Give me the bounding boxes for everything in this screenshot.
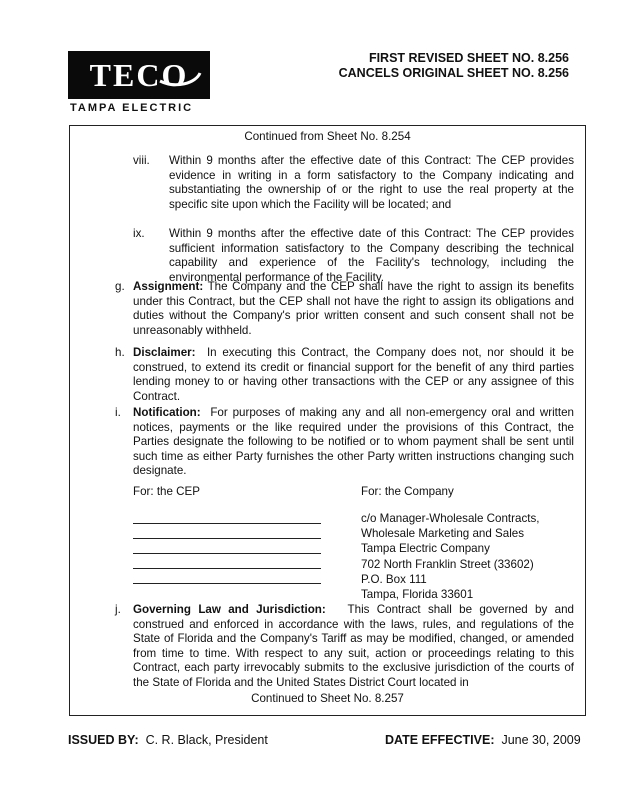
item-j-text: This Contract shall be governed by and construed and enforced in accordance with the laws, rules, and regulations of the State of Florida and the Company's Tariff as may be modified, changed, or amended from time to time. With respect to any suit, action or proceedings relating to this Contract, each party irrevocably submits to the exclusive jurisdiction of the courts of the State of Florida and the United States District Court located in (133, 603, 574, 689)
logo-text: TECO (89, 57, 189, 93)
item-j-paragraph (133, 603, 574, 690)
issued-by-label: ISSUED BY: (68, 733, 139, 747)
cep-blank-line (133, 538, 321, 539)
right-border (585, 125, 586, 715)
cep-blank-line (133, 553, 321, 554)
address-line: P.O. Box 111 (361, 572, 427, 586)
item-ix-text: Within 9 months after the effective date of this Contract: The CEP provides sufficient information satisfactory to the Company describing the technical capability and experience of the Facility's technology, including the environmental performance of the Facility. (169, 227, 574, 284)
item-j-letter: j. (115, 603, 121, 616)
cancels-sheet: CANCELS ORIGINAL SHEET NO. 8.256 (338, 66, 569, 80)
continued-from: Continued from Sheet No. 8.254 (244, 130, 411, 143)
item-viii-text: Within 9 months after the effective date of this Contract: The CEP provides evidence in writing in a form satisfactory to the Company indicating and substantiating the ownership of or the right to use the real property at the specific site upon which the Facility will be located; and (169, 154, 574, 211)
item-g-title: Assignment: (133, 280, 204, 293)
address-line: Tampa, Florida 33601 (361, 588, 474, 602)
company-address (361, 511, 540, 602)
item-i-paragraph (133, 406, 574, 479)
left-border (69, 125, 70, 715)
for-cep-label: For: the CEP (133, 485, 201, 498)
item-h-text: In executing this Contract, the Company does not, nor should it be construed, to extend its credit or financial support for the benefit of any third parties lending money to or having other transactions with the CEP or any assignee of this Contract. (133, 346, 574, 403)
item-i-title: Notification: (133, 406, 201, 419)
item-i-text: For purposes of making any and all non-emergency oral and written notices, payments or the like required under the provisions of this Contract, the Parties designate the following to be notified or to whom payment shall be sent until such time as either Party furnishes the other Party written instructions changing such designate. (133, 406, 574, 477)
address-line: c/o Manager-Wholesale Contracts, (361, 512, 540, 525)
for-company-label: For: the Company (361, 485, 454, 498)
sheet-header (339, 51, 569, 81)
item-i-letter: i. (115, 406, 121, 419)
item-viii-number: viii. (133, 154, 150, 167)
top-rule (69, 125, 586, 126)
continued-to: Continued to Sheet No. 8.257 (251, 692, 404, 705)
item-h-paragraph (133, 346, 574, 404)
item-g-text: The Company and the CEP shall have the right to assign its benefits under this Contract, but the CEP shall not have the right to assign its obligations and duties without the Company's prior written consent and such consent shall not be unreasonably withheld. (133, 280, 574, 337)
cep-blank-line (133, 568, 321, 569)
date-effective-value: June 30, 2009 (501, 733, 581, 747)
logo-subtitle: TAMPA ELECTRIC (70, 102, 194, 114)
date-effective-label: DATE EFFECTIVE: (385, 733, 495, 747)
cep-blank-line (133, 583, 321, 584)
sheet-number: FIRST REVISED SHEET NO. 8.256 (368, 51, 569, 65)
item-g-paragraph (133, 280, 574, 338)
item-j-title: Governing Law and Jurisdiction: (133, 603, 326, 616)
address-line: Tampa Electric Company (361, 542, 490, 556)
cep-blank-line (133, 523, 321, 524)
item-ix-number: ix. (133, 227, 145, 240)
address-line: Wholesale Marketing and Sales (361, 527, 525, 541)
item-h-letter: h. (115, 346, 125, 359)
teco-logo (68, 51, 210, 99)
item-g-letter: g. (115, 280, 125, 293)
item-h-title: Disclaimer: (133, 346, 196, 359)
address-line: 702 North Franklin Street (33602) (361, 557, 534, 571)
issued-by-value: C. R. Black, President (145, 733, 268, 747)
issued-by (68, 733, 268, 747)
bottom-rule (69, 715, 586, 716)
date-effective (385, 733, 581, 747)
